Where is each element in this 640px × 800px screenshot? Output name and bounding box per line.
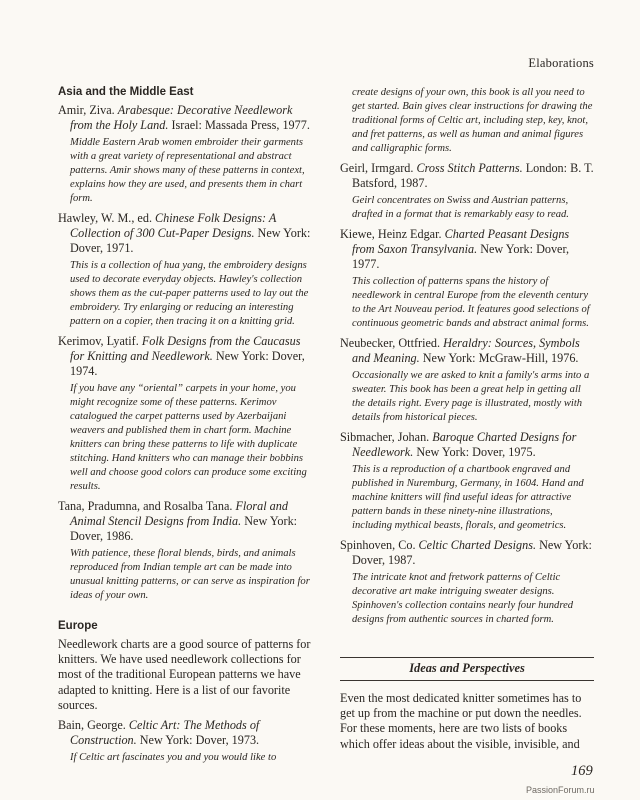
entry-publication: New York: Dover, 1986. xyxy=(70,514,298,543)
entry-author: Geirl, Irmgard. xyxy=(340,161,414,175)
entry-publication: London: B. T. Batsford, 1987. xyxy=(352,161,594,190)
page-number: 169 xyxy=(571,763,593,779)
section-heading-europe: Europe xyxy=(58,620,98,632)
entry-author: Neubecker, Ottfried. xyxy=(340,336,441,350)
entry-author: Sibmacher, Johan. xyxy=(340,430,430,444)
entry-publication: New York: Dover, 1975. xyxy=(416,445,536,459)
citation xyxy=(340,227,594,272)
citation xyxy=(340,430,594,460)
entry-title: Cross Stitch Patterns. xyxy=(416,161,523,175)
bibliography-entry xyxy=(340,227,594,331)
entry-title: Celtic Charted Designs. xyxy=(418,538,537,552)
annotation-continuation: create designs of your own, this book is all you need to get started. Bain gives clear instructions for drawing the traditional forms of Celtic art, including step, key, knot, and fret patterns, as well as human and animal figures and calligraphic forms. xyxy=(352,87,593,154)
entry-publication: New York: Dover, 1974. xyxy=(70,349,305,378)
right-column xyxy=(340,86,594,757)
entry-author: Spinhoven, Co. xyxy=(340,538,416,552)
entry-title: Baroque Charted Designs for Needlework. xyxy=(352,430,577,459)
entry-annotation: If Celtic art fascinates you and you would like to xyxy=(70,752,277,764)
entry-annotation: This is a collection of hua yang, the embroidery designs used to decorate everyday objects. Hawley's collection shows them as the cut-paper patterns used to lay out the embroidery. Try enlarging or reducing an interesting pattern on a copier, then tracing it on a knitting grid. xyxy=(70,260,309,327)
entry-publication: New York: Dover, 1971. xyxy=(70,226,311,255)
citation xyxy=(340,161,594,191)
entry-author: Tana, Pradumna, and Rosalba Tana. xyxy=(58,499,233,513)
entry-annotation: The intricate knot and fretwork patterns of Celtic decorative art make intriguing sweater designs. Spinhoven's collection contains nearly four hundred designs from authentic sources in charted form. xyxy=(352,572,574,625)
entry-author: Hawley, W. M., ed. xyxy=(58,211,152,225)
entry-title: Charted Peasant Designs from Saxon Transylvania. xyxy=(352,227,570,256)
running-head: Elaborations xyxy=(528,56,594,70)
europe-intro: Needlework charts are a good source of patterns for knitters. We have used needlework collections for most of the traditional European patterns we have adapted to knitting. Here is a list of our favorite sources. xyxy=(58,637,311,712)
citation xyxy=(58,211,314,256)
citation xyxy=(58,103,314,133)
entry-title: Celtic Art: The Methods of Construction. xyxy=(70,718,260,748)
entry-title: Folk Designs from the Caucasus for Knitting and Needlework. xyxy=(70,334,301,363)
watermark: PassionForum.ru xyxy=(526,785,595,795)
entry-author: Kerimov, Lyatif. xyxy=(58,334,139,348)
entry-title: Floral and Animal Stencil Designs from India. xyxy=(70,499,288,528)
bibliography-entry xyxy=(58,499,314,603)
bibliography-entry xyxy=(340,538,594,627)
ideas-box xyxy=(340,657,594,752)
bibliography-entry xyxy=(58,103,314,206)
ideas-text: Even the most dedicated knitter sometimes has to get up from the machine or put down the needles. For these moments, here are two lists of books which offer ideas about the visible, invisible, and xyxy=(340,691,582,751)
bibliography-entry xyxy=(340,336,594,425)
citation xyxy=(58,499,314,544)
bibliography-entry xyxy=(58,718,314,765)
entry-annotation: Middle Eastern Arab women embroider their garments with a great variety of representational and abstract patterns. Amir shows many of these patterns in context, explains how they are used, and presents them in chart form. xyxy=(70,137,305,204)
left-column xyxy=(58,84,314,770)
entry-annotation: This collection of patterns spans the history of needlework in central Europe from the eleventh century to the Art Nouveau period. It features good selections of continuous geometric bands and abstract animal forms. xyxy=(352,276,590,329)
bibliography-entry xyxy=(340,430,594,533)
citation xyxy=(340,336,594,366)
entry-author: Bain, George. xyxy=(58,718,126,733)
entry-publication: New York: Dover, 1977. xyxy=(352,242,570,271)
entry-publication: New York: Dover, 1987. xyxy=(352,538,592,567)
entry-publication: New York: McGraw-Hill, 1976. xyxy=(422,351,579,365)
citation xyxy=(340,538,594,568)
citation xyxy=(58,718,314,748)
bibliography-entry xyxy=(58,334,314,494)
entry-author: Kiewe, Heinz Edgar. xyxy=(340,227,442,241)
entry-publication: New York: Dover, 1973. xyxy=(139,733,260,748)
entry-title: Heraldry: Sources, Symbols and Meaning. xyxy=(352,336,580,365)
section-heading-asia: Asia and the Middle East xyxy=(58,86,194,98)
entry-title: Chinese Folk Designs: A Collection of 300 Cut-Paper Designs. xyxy=(70,211,277,240)
entry-publication: Israel: Massada Press, 1977. xyxy=(171,118,310,132)
entry-title: Arabesque: Decorative Needlework from the Holy Land. xyxy=(70,103,293,132)
entry-annotation: With patience, these floral blends, birds, and animals reproduced from Indian temple art can be made into unusual knitting patterns, or can serve as inspiration for ideas of your own. xyxy=(70,548,310,601)
ideas-heading: Ideas and Perspectives xyxy=(409,661,525,675)
entry-annotation: Occasionally we are asked to knit a family's arms into a sweater. This book has been a great help in getting all the details right. Every page is illustrated, mostly with details from historical pieces. xyxy=(352,370,590,423)
bibliography-entry xyxy=(340,161,594,222)
bibliography-entry xyxy=(58,211,314,329)
entry-author: Amir, Ziva. xyxy=(58,103,115,117)
box-rule-bottom xyxy=(340,680,594,681)
entry-annotation: If you have any “oriental” carpets in your home, you might recognize some of these patterns. Kerimov catalogued the carpet patterns used by Azerbaijani weavers and published them in chart form. Machine knitters can bring these patterns to life with duplicate stitching. Hand knitters who can manage their bobbins well and choose good colors can produce some exciting results. xyxy=(70,383,307,492)
entry-annotation: This is a reproduction of a chartbook engraved and published in Nuremburg, Germany, in 1604. Hand and machine knitters will find useful ideas for attractive pattern bands in these ninety-nine illustrations, including mythical beasts, florals, and geometrics. xyxy=(352,464,584,531)
citation xyxy=(58,334,314,379)
entry-annotation: Geirl concentrates on Swiss and Austrian patterns, drafted in a format that is remarkably easy to read. xyxy=(352,195,569,220)
